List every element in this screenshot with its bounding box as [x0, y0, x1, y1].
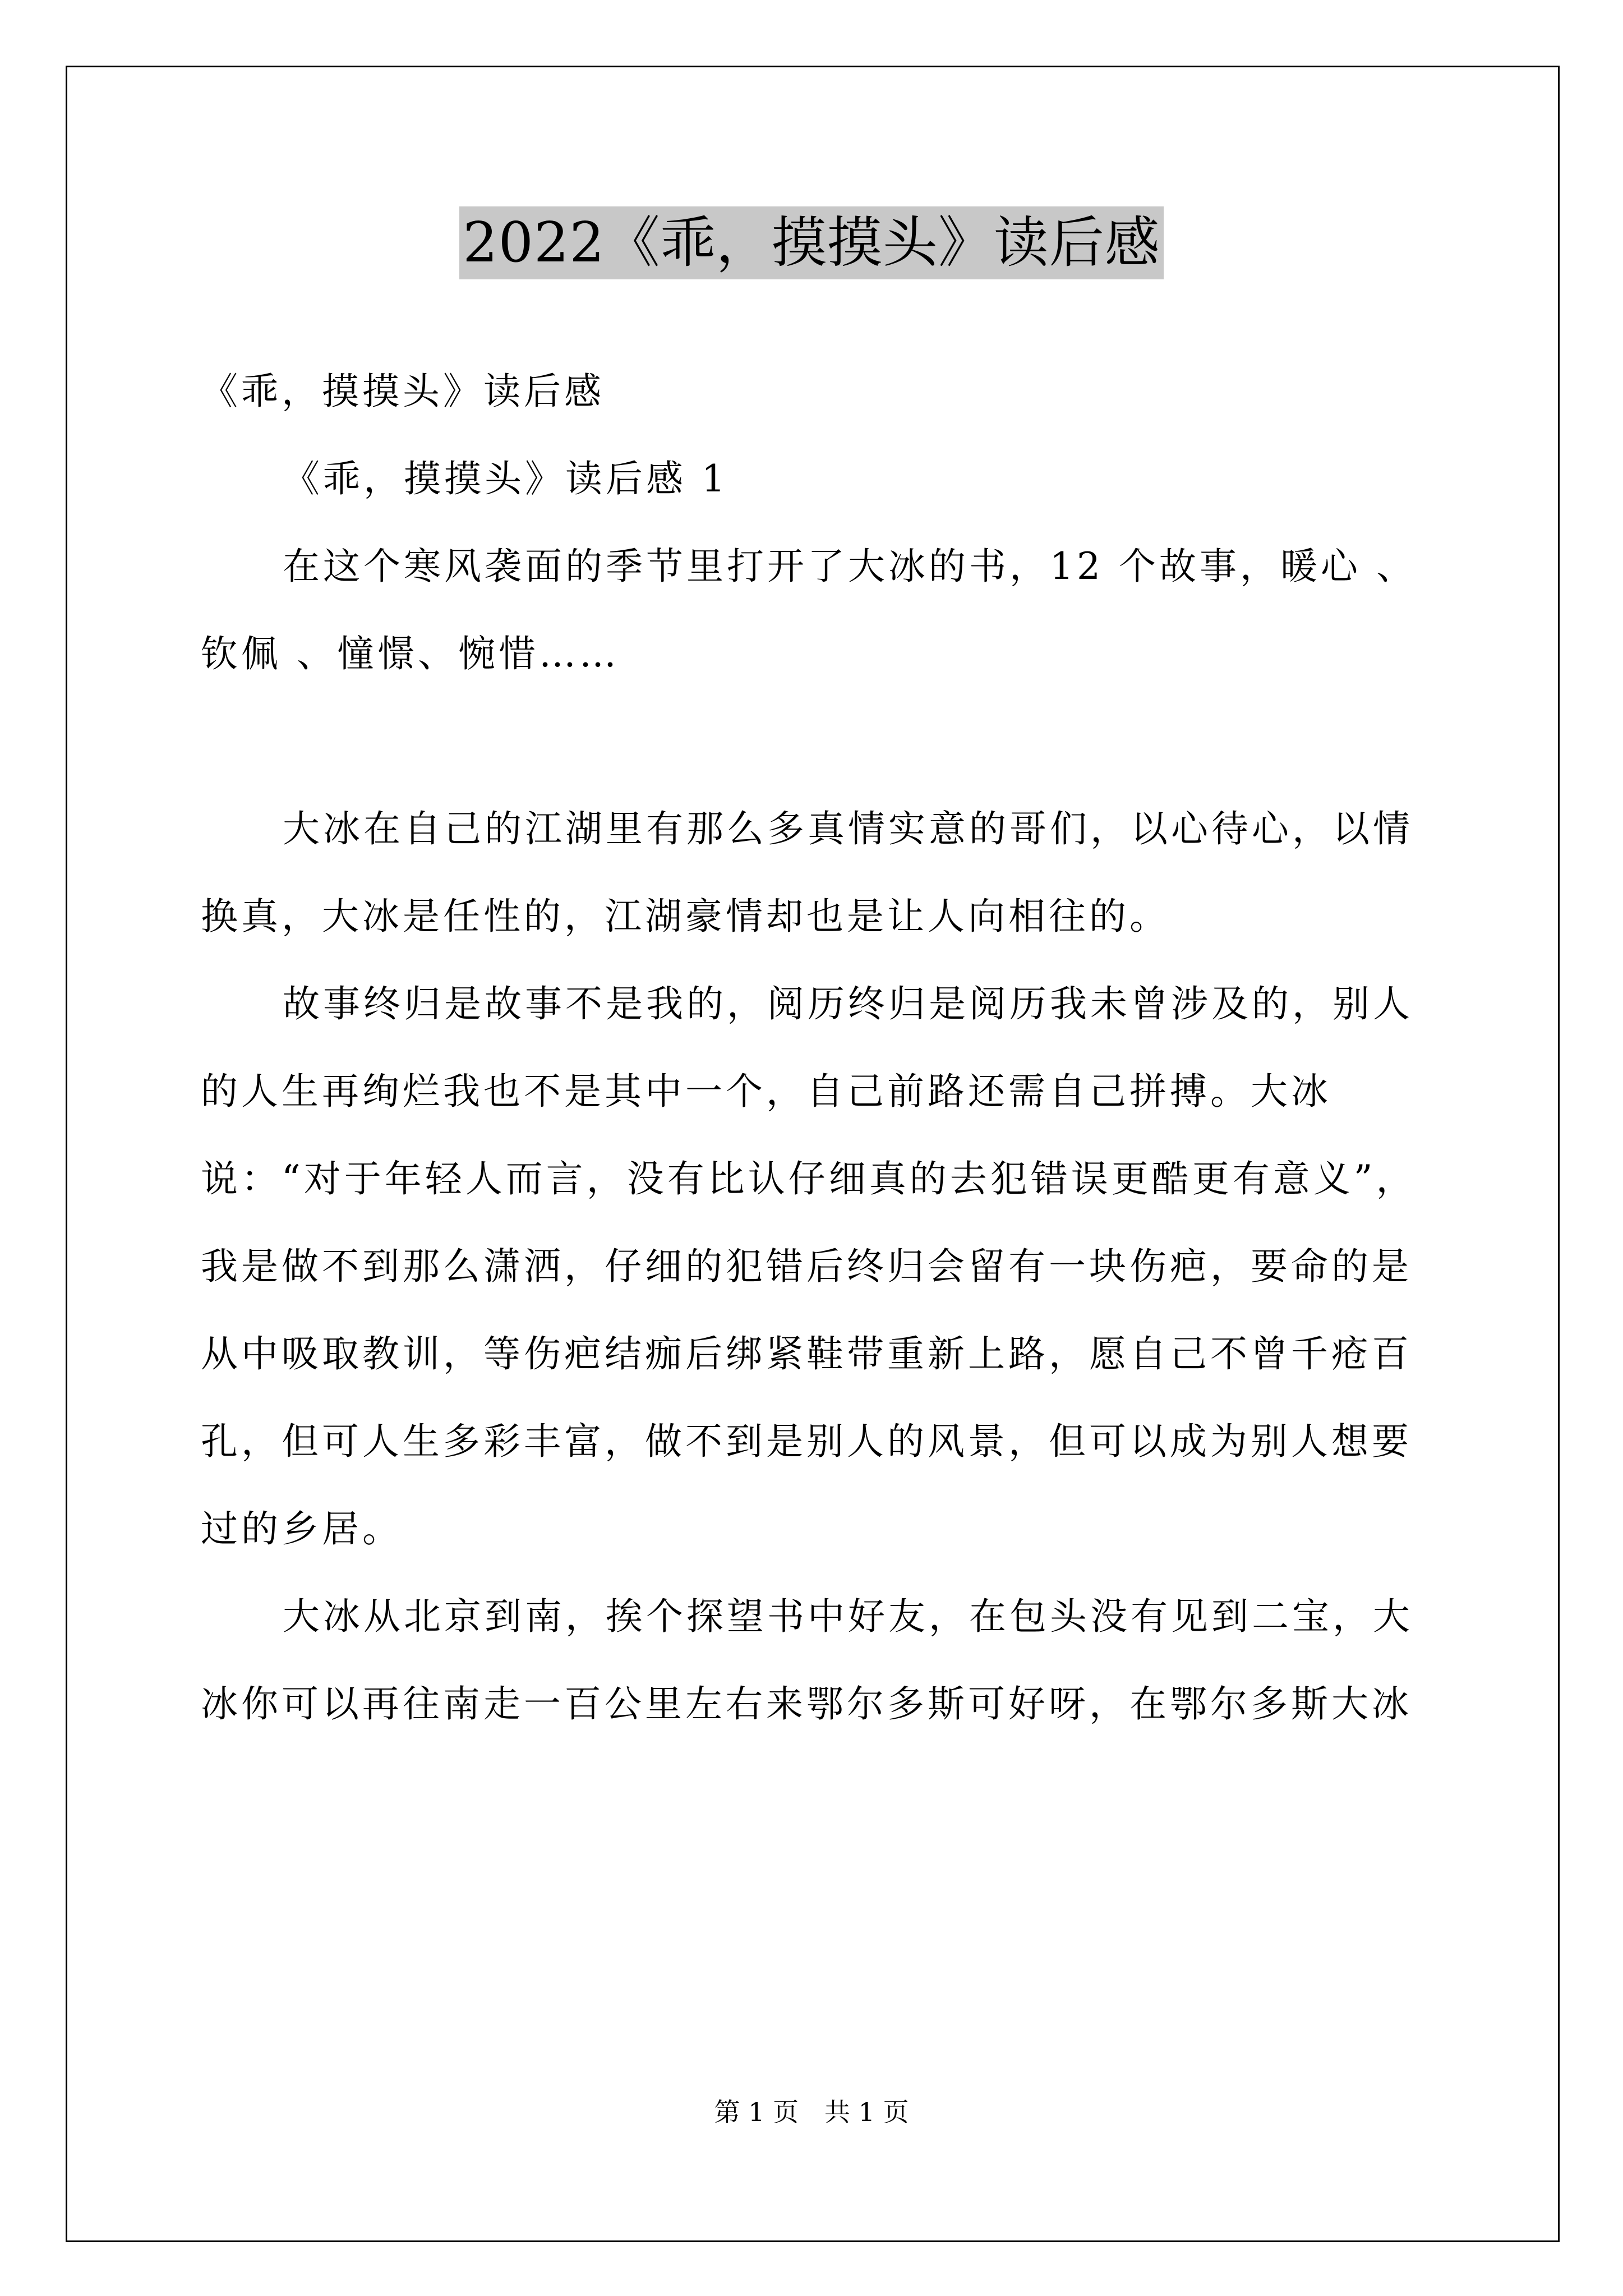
paragraph-3: 故事终归是故事不是我的，阅历终归是阅历我未曾涉及的，别人的人生再绚烂我也不是其中一个，自己前路还需自己拼搏。大冰说：“对于年轻人而言，没有比认仔细真的去犯错误更酷更有意义”，我是做不到那么潇洒，仔细的犯错后终归会留有一块伤疤，要命的是从中吸取教训，等伤疤结痂后绑紧鞋带重新上路，愿自己不曾千疮百孔，但可人生多彩丰富，做不到是别人的风景，但可以成为别人想要过的乡居。 — [201, 982, 1417, 1550]
paragraph-1: 在这个寒风袭面的季节里打开了大冰的书，12 个故事，暖心 、钦佩 、憧憬、惋惜…… — [201, 545, 1417, 675]
section-heading: 《乖，摸摸头》读后感 1 — [283, 457, 728, 500]
paragraph-2: 大冰在自己的江湖里有那么多真情实意的哥们，以心待心，以情换真，大冰是任性的，江湖豪情却也是让人向相往的。 — [201, 807, 1413, 938]
title-container — [0, 206, 1623, 279]
document-subtitle: 《乖，摸摸头》读后感 — [201, 370, 605, 413]
page-number: 第 1 页 共 1 页 — [714, 2097, 909, 2127]
blank-line — [201, 698, 1435, 785]
document-title: 2022《乖，摸摸头》读后感 — [459, 206, 1163, 279]
document-body — [201, 348, 1435, 1748]
paragraph-4: 大冰从北京到南，挨个探望书中好友，在包头没有见到二宝，大冰你可以再往南走一百公里左右来鄂尔多斯可好呀，在鄂尔多斯大冰 — [201, 1595, 1413, 1726]
page-footer — [0, 2095, 1623, 2129]
